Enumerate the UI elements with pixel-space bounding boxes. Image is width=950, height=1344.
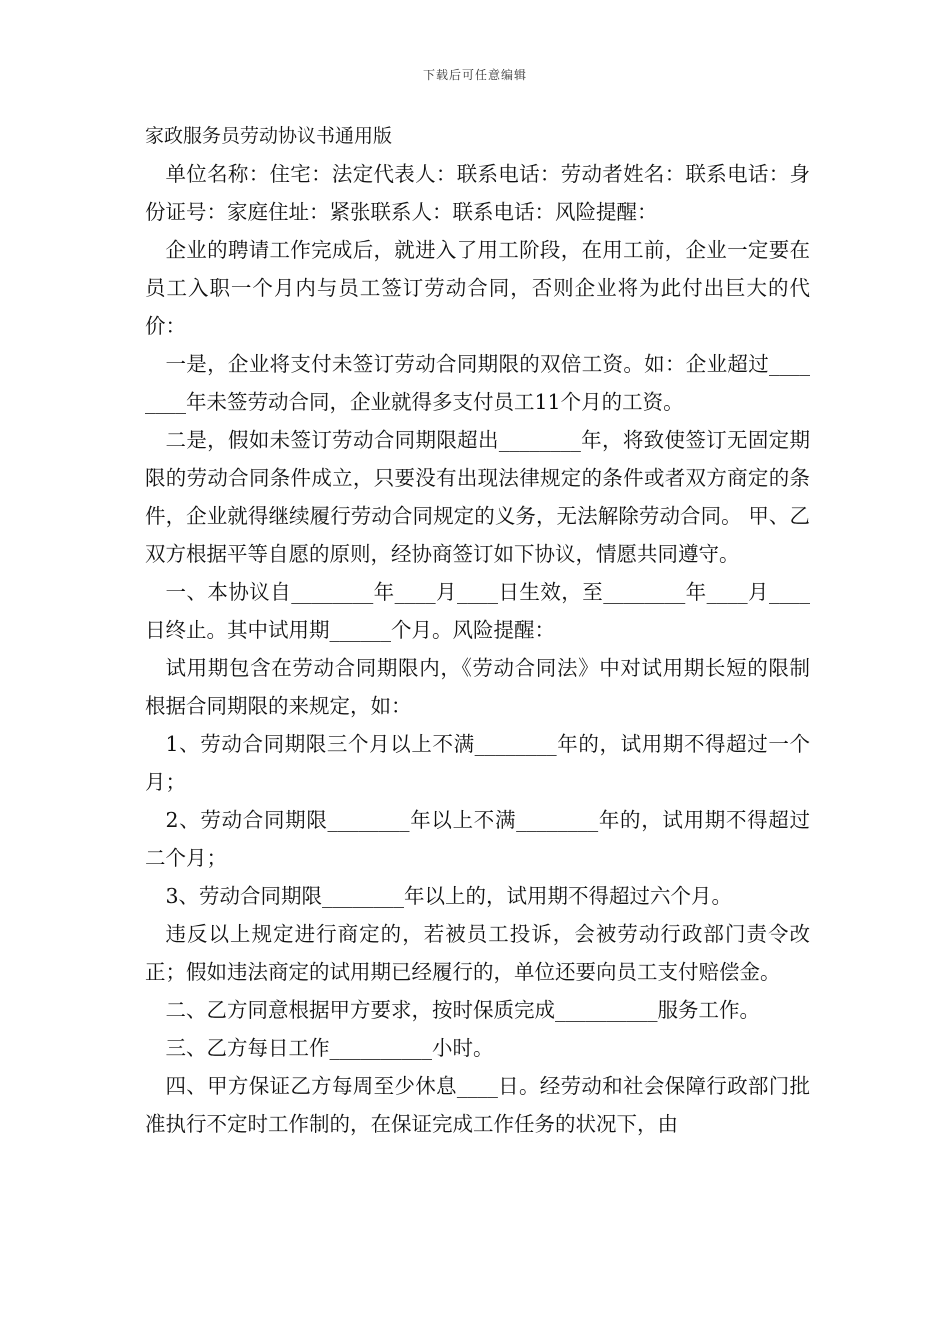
paragraph-probation-rules: 试用期包含在劳动合同期限内，《劳动合同法》中对试用期长短的限制根据合同期限的来规定，如： bbox=[145, 656, 810, 718]
paragraph-second-consequence: 二是，假如未签订劳动合同期限超出________年，将致使签订无固定期限的劳动合同条件成立，只要没有出现法律规定的条件或者双方商定的条件，企业就得继续履行劳动合同规定的义务，无法解除劳动合同。 甲、乙双方根据平等自愿的原则，经协商签订如下协议，情愿共同遵守。 bbox=[145, 428, 810, 566]
paragraph-clause-2-service: 二、乙方同意根据甲方要求，按时保质完成__________服务工作。 bbox=[165, 998, 760, 1022]
list-item-probation-3: 3、劳动合同期限________年以上的，试用期不得超过六个月。 bbox=[165, 884, 733, 908]
paragraph-first-consequence: 一是，企业将支付未签订劳动合同期限的双倍工资。如：企业超过________年未签劳动合同，企业就得多支付员工11个月的工资。 bbox=[145, 352, 810, 414]
paragraph-party-info: 单位名称：住宅：法定代表人：联系电话：劳动者姓名：联系电话：身份证号：家庭住址：紧张联系人：联系电话：风险提醒： bbox=[145, 162, 810, 224]
paragraph-clause-1-term: 一、本协议自________年____月____日生效，至________年____月____日终止。其中试用期______个月。风险提醒： bbox=[145, 580, 810, 642]
list-item-probation-1: 1、劳动合同期限三个月以上不满________年的，试用期不得超过一个月； bbox=[145, 732, 810, 794]
paragraph-clause-3-hours: 三、乙方每日工作__________小时。 bbox=[165, 1036, 494, 1060]
page-header-note: 下载后可任意编辑 bbox=[422, 68, 527, 82]
paragraph-hiring-intro: 企业的聘请工作完成后，就进入了用工阶段，在用工前，企业一定要在员工入职一个月内与员工签订劳动合同，否则企业将为此付出巨大的代价： bbox=[145, 238, 810, 338]
document-body bbox=[145, 117, 810, 1143]
paragraph-violation: 违反以上规定进行商定的，若被员工投诉，会被劳动行政部门责令改正；假如违法商定的试用期已经履行的，单位还要向员工支付赔偿金。 bbox=[145, 922, 810, 984]
document-title: 家政服务员劳动协议书通用版 bbox=[145, 125, 393, 147]
list-item-probation-2: 2、劳动合同期限________年以上不满________年的，试用期不得超过二个月； bbox=[145, 808, 810, 870]
paragraph-clause-4-rest: 四、甲方保证乙方每周至少休息____日。经劳动和社会保障行政部门批准执行不定时工作制的，在保证完成工作任务的状况下，由 bbox=[145, 1074, 810, 1136]
